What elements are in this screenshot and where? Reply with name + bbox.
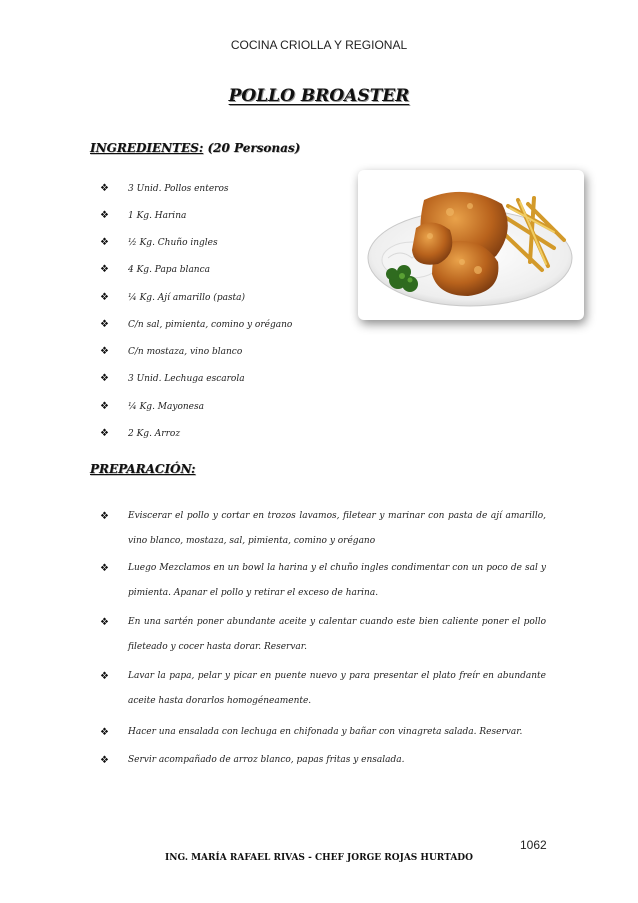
servings-label: (20 Personas) <box>203 141 301 155</box>
fried-chicken-plate-icon <box>358 170 584 320</box>
diamond-bullet-icon: ❖ <box>100 428 109 439</box>
diamond-bullet-icon: ❖ <box>100 617 109 628</box>
diamond-bullet-icon: ❖ <box>100 671 109 682</box>
footer-authors: ING. MARÍA RAFAEL RIVAS - CHEF JORGE ROJAS HURTADO <box>165 853 473 863</box>
diamond-bullet-icon: ❖ <box>100 210 109 221</box>
diamond-bullet-icon: ❖ <box>100 346 109 357</box>
diamond-bullet-icon: ❖ <box>100 401 109 412</box>
recipe-title: POLLO BROASTER <box>228 86 410 106</box>
running-header: COCINA CRIOLLA Y REGIONAL <box>230 38 408 52</box>
page-number: 1062 <box>520 838 547 852</box>
diamond-bullet-icon: ❖ <box>100 755 109 766</box>
diamond-bullet-icon: ❖ <box>100 511 109 522</box>
diamond-bullet-icon: ❖ <box>100 264 109 275</box>
preparation-label: PREPARACIÓN: <box>90 462 196 476</box>
diamond-bullet-icon: ❖ <box>100 563 109 574</box>
ingredients-label: INGREDIENTES: <box>90 141 204 155</box>
ingredients-heading <box>90 141 300 155</box>
diamond-bullet-icon: ❖ <box>100 727 109 738</box>
diamond-bullet-icon: ❖ <box>100 319 109 330</box>
preparation-heading <box>90 462 195 476</box>
fried-chicken-photo <box>358 170 584 320</box>
diamond-bullet-icon: ❖ <box>100 373 109 384</box>
diamond-bullet-icon: ❖ <box>100 292 109 303</box>
diamond-bullet-icon: ❖ <box>100 183 109 194</box>
diamond-bullet-icon: ❖ <box>100 237 109 248</box>
